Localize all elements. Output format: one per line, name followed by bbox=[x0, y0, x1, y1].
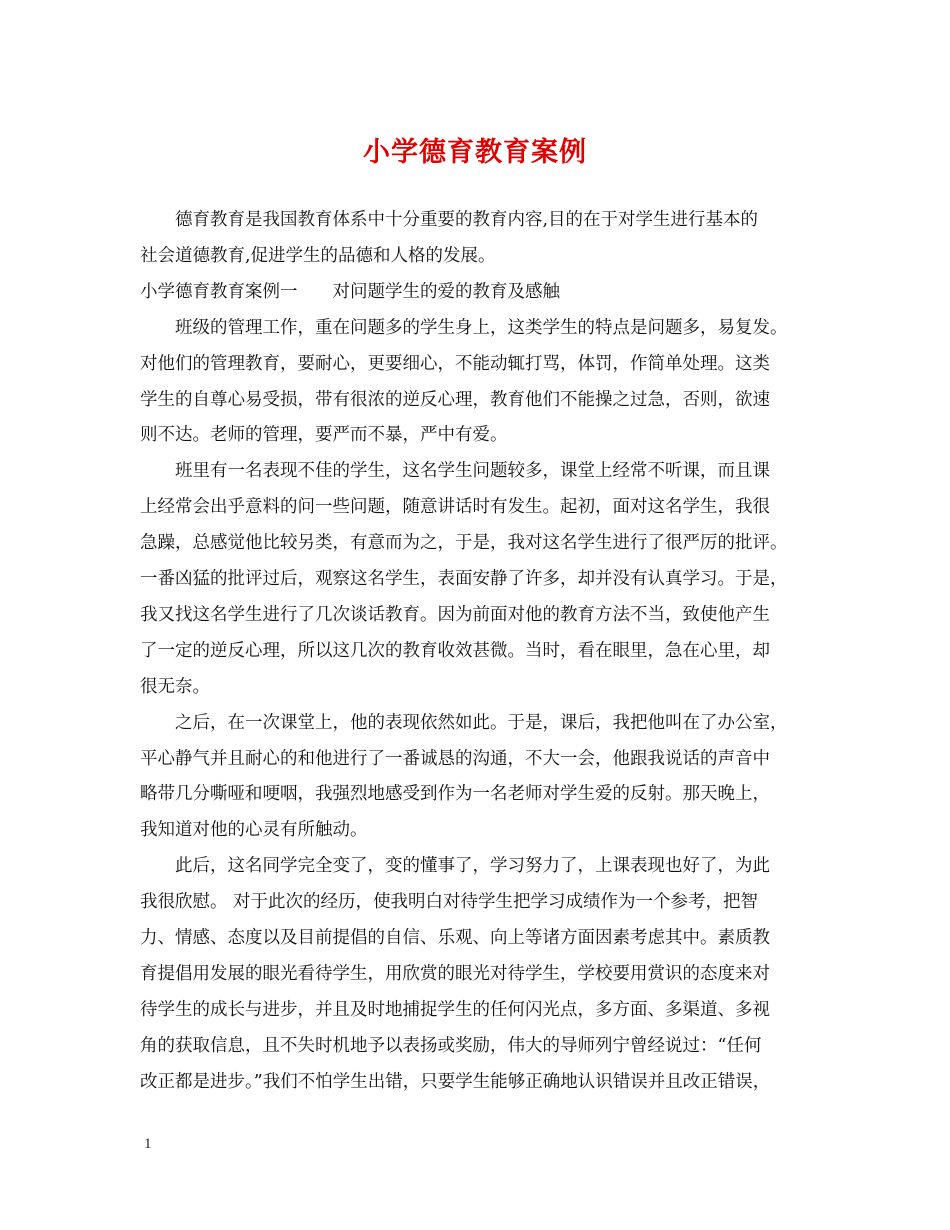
text-line: 之后，在一次课堂上，他的表现依然如此。于是，课后，我把他叫在了办公室， bbox=[140, 712, 788, 733]
text-line: 待学生的成长与进步，并且及时地捕捉学生的任何闪光点，多方面、多渠道、多视 bbox=[140, 999, 770, 1020]
page-number: 1 bbox=[144, 1136, 152, 1152]
text-line: 此后，这名同学完全变了，变的懂事了，学习努力了，上课表现也好了，为此 bbox=[140, 856, 770, 877]
text-line: 一番凶猛的批评过后，观察这名学生，表面安静了许多，却并没有认真学习。于是， bbox=[140, 569, 788, 589]
text-line: 班里有一名表现不佳的学生，这名学生问题较多，课堂上经常不听课，而且课 bbox=[140, 461, 770, 482]
text-line: 力、情感、态度以及目前提倡的自信、乐观、向上等诸方面因素考虑其中。素质教 bbox=[140, 928, 770, 948]
text-line: 育提倡用发展的眼光看待学生，用欣赏的眼光对待学生，学校要用赏识的态度来对 bbox=[140, 963, 770, 984]
text-line: 我很欣慰。 对于此次的经历，使我明白对待学生把学习成绩作为一个参考，把智 bbox=[140, 892, 759, 913]
text-line: 上经常会出乎意料的问一些问题，随意讲话时有发生。起初，面对这名学生，我很 bbox=[140, 497, 770, 518]
text-line: 对他们的管理教育，要耐心，更要细心，不能动辄打骂，体罚，作简单处理。这类 bbox=[140, 353, 770, 374]
text-line: 德育教育是我国教育体系中十分重要的教育内容,目的在于对学生进行基本的 bbox=[140, 210, 759, 230]
text-line: 则不达。老师的管理，要严而不暴，严中有爱。 bbox=[140, 425, 508, 446]
text-line: 改正都是进步。”我们不怕学生出错，只要学生能够正确地认识错误并且改正错误， bbox=[140, 1071, 771, 1092]
text-line: 社会道德教育,促进学生的品德和人格的发展。 bbox=[140, 245, 496, 266]
text-line: 我知道对他的心灵有所触动。 bbox=[140, 820, 368, 841]
text-line: 我又找这名学生进行了几次谈话教育。因为前面对他的教育方法不当，致使他产生 bbox=[140, 604, 770, 625]
text-line: 班级的管理工作，重在问题多的学生身上，这类学生的特点是问题多，易复发。 bbox=[140, 317, 788, 338]
text-line: 角的获取信息，且不失时机地予以表扬或奖励，伟大的导师列宁曾经说过：“任何 bbox=[140, 1035, 762, 1056]
text-line: 很无奈。 bbox=[140, 676, 210, 697]
text-line: 急躁，总感觉他比较另类，有意而为之，于是，我对这名学生进行了很严厉的批评。 bbox=[140, 533, 788, 554]
text-line: 小学德育教育案例一 对问题学生的爱的教育及感触 bbox=[140, 281, 560, 302]
document-title: 小学德育教育案例 bbox=[363, 137, 587, 168]
text-line: 略带几分嘶哑和哽咽，我强烈地感受到作为一名老师对学生爱的反射。那天晚上， bbox=[140, 784, 770, 805]
text-line: 平心静气并且耐心的和他进行了一番诚恳的沟通，不大一会，他跟我说话的声音中 bbox=[140, 748, 770, 769]
text-line: 学生的自尊心易受损，带有很浓的逆反心理，教育他们不能操之过急，否则，欲速 bbox=[140, 389, 770, 410]
text-line: 了一定的逆反心理，所以这几次的教育收效甚微。当时，看在眼里，急在心里，却 bbox=[140, 640, 770, 661]
